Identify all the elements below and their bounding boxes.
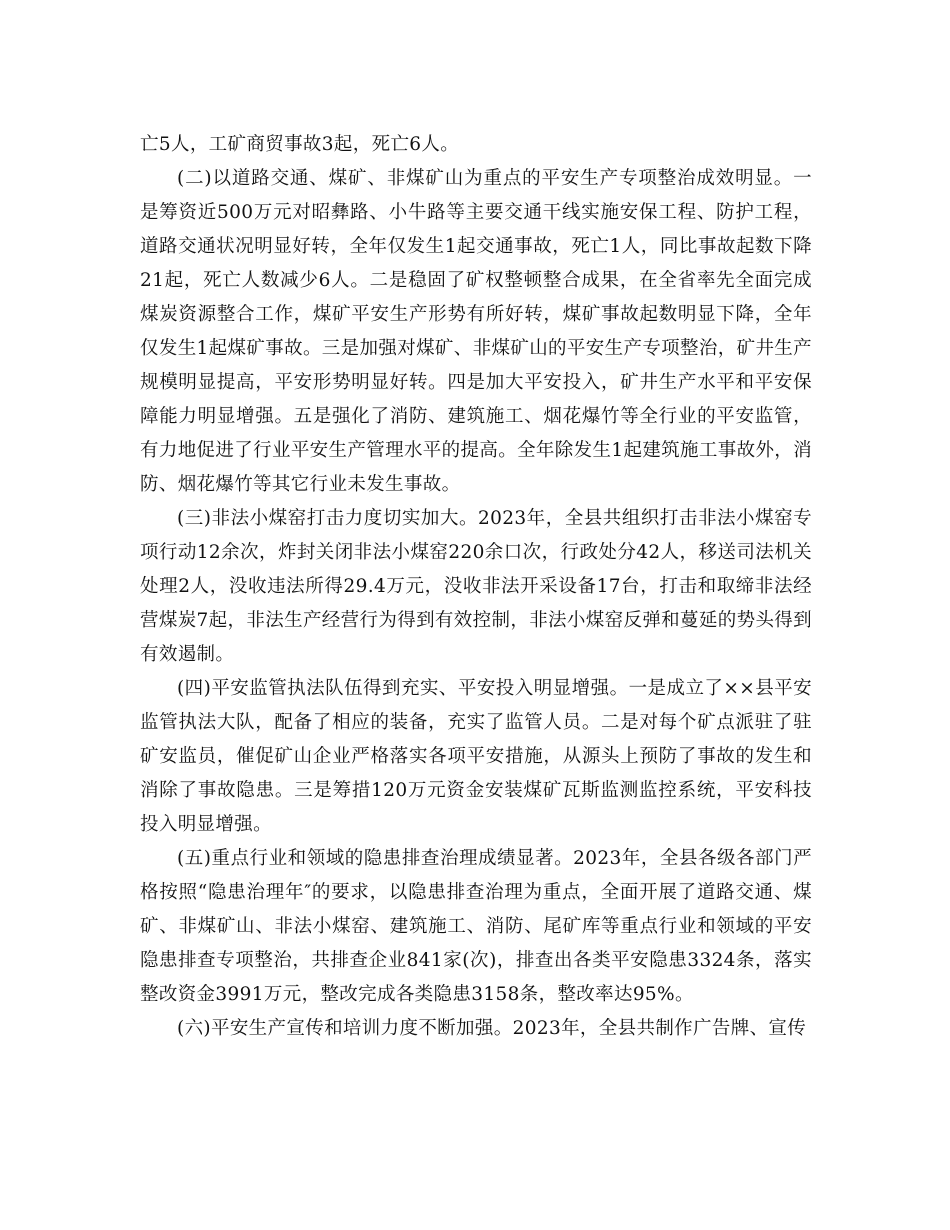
paragraph-road-coal-rectification: (二)以道路交通、煤矿、非煤矿山为重点的平安生产专项整治成效明显。一是筹资近500万元对昭彝路、小牛路等主要交通干线实施安保工程、防护工程，道路交通状况明显好转，全年仅发生1起交通事故，死亡1人，同比事故起数下降21起，死亡人数减少6人。二是稳固了矿权整顿整合成果，在全省率先全面完成煤炭资源整合工作，煤矿平安生产形势有所好转，煤矿事故起数明显下降，全年仅发生1起煤矿事故。三是加强对煤矿、非煤矿山的平安生产专项整治，矿井生产规模明显提高，平安形势明显好转。四是加大平安投入，矿井生产水平和平安保障能力明显增强。五是强化了消防、建筑施工、烟花爆竹等全行业的平安监管，有力地促进了行业平安生产管理水平的提高。全年除发生1起建筑施工事故外，消防、烟花爆竹等其它行业未发生事故。 bbox=[140, 168, 812, 495]
paragraph-enforcement-team: (四)平安监管执法队伍得到充实、平安投入明显增强。一是成立了××县平安监管执法大队，配备了相应的装备，充实了监管人员。二是对每个矿点派驻了驻矿安监员，催促矿山企业严格落实各项平安措施，从源头上预防了事故的发生和消除了事故隐患。三是筹措120万元资金安装煤矿瓦斯监测监控系统，平安科技投入明显增强。 bbox=[140, 678, 812, 835]
paragraph-illegal-mine-crackdown: (三)非法小煤窑打击力度切实加大。2023年，全县共组织打击非法小煤窑专项行动12余次，炸封关闭非法小煤窑220余口次，行政处分42人，移送司法机关处理2人，没收违法所得29.4万元，没收非法开采设备17台，打击和取缔非法经营煤炭7起，非法生产经营行为得到有效控制，非法小煤窑反弹和蔓延的势头得到有效遏制。 bbox=[140, 508, 812, 665]
document-body bbox=[140, 128, 812, 1046]
paragraph-publicity-training: (六)平安生产宣传和培训力度不断加强。2023年，全县共制作广告牌、宣传 bbox=[177, 1018, 807, 1039]
paragraph-hazard-inspection: (五)重点行业和领域的隐患排查治理成绩显著。2023年，全县各级各部门严格按照“隐患治理年″的要求，以隐患排查治理为重点，全面开展了道路交通、煤矿、非煤矿山、非法小煤窑、建筑施工、消防、尾矿库等重点行业和领域的平安隐患排查专项整治，共排查企业841家(次)，排查出各类平安隐患3324条，落实整改资金3991万元，整改完成各类隐患3158条，整改率达95%。 bbox=[140, 848, 812, 1005]
paragraph-continued: 亡5人，工矿商贸事故3起，死亡6人。 bbox=[140, 134, 460, 155]
